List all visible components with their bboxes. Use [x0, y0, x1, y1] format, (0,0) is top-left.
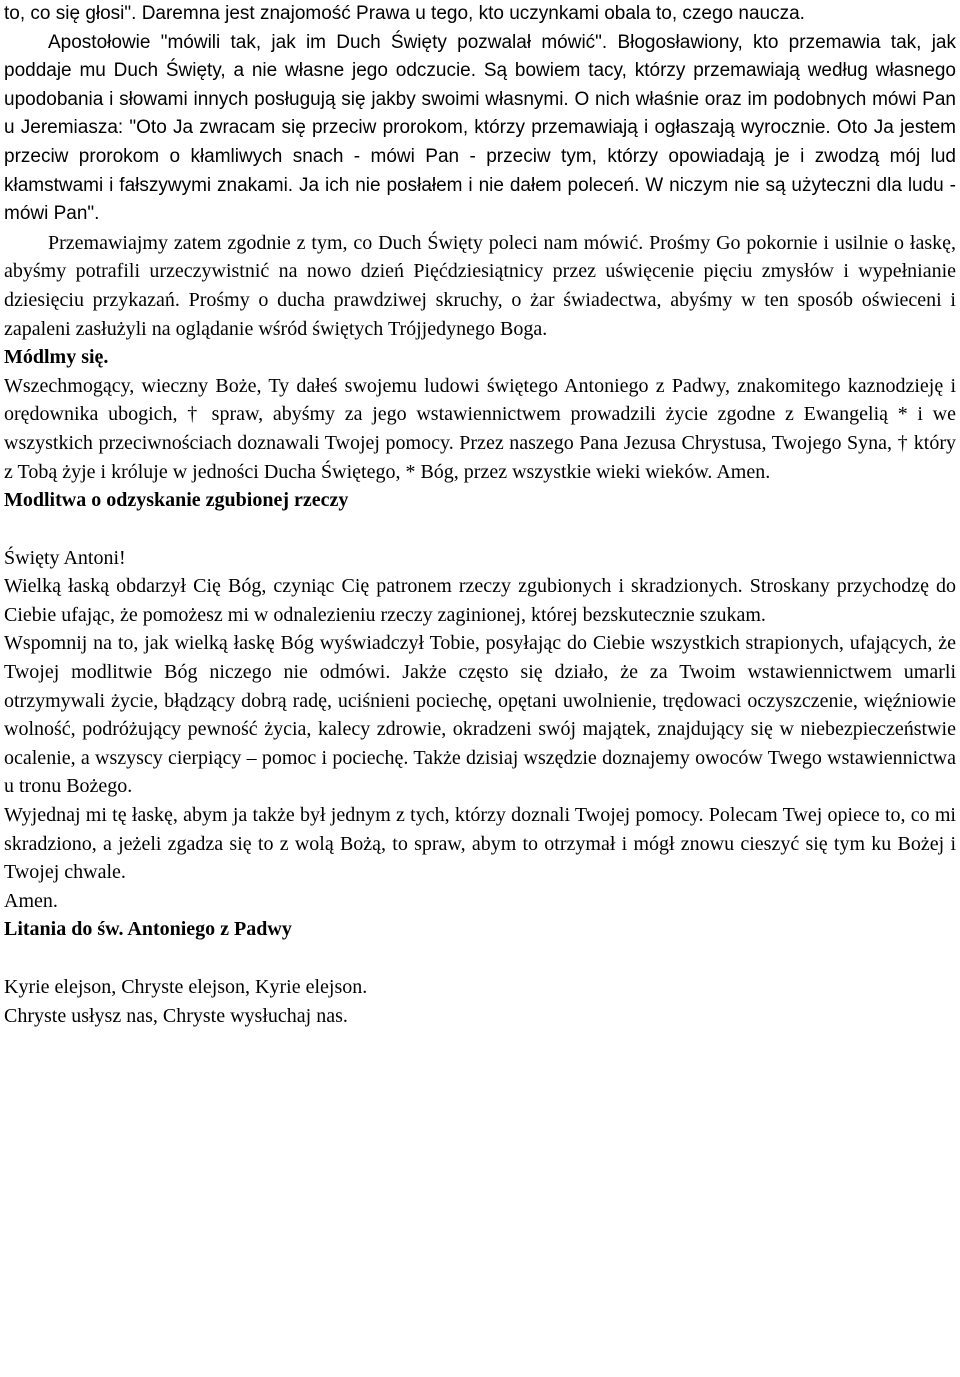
paragraph-apostles-part-a: Apostołowie "mówili tak, jak im Duch Święty pozwalał mówić". Błogosławiony, kto przemawia tak, jak poddaje mu Duch Święty, a nie własne jego odczucie. Są bowiem tacy, którzy przemawiają według własnego upodobania i słowami innych posługują się jakby swoimi własnymi. O nich właśnie oraz im podobnych mówi Pan u Jeremiasza: "Oto Ja zwracam się przeciw prorokom, którzy przemawiają i ogłaszają wyrocznie. [4, 31, 956, 139]
prayer-heading: Módlmy się. [4, 346, 109, 369]
lost-item-paragraph-2: Wspomnij na to, jak wielką łaskę Bóg wyświadczył Tobie, posyłając do Ciebie wszystkich strapionych, ufających, że Twojej modlitwie Bóg niczego nie odmówi. Jakże często się działo, że za Twoim wstawiennictwem umarli otrzymywali życie, błądzący dobrą radę, uciśnieni pociechę, opętani uwolnienie, trędowaci oczyszczenie, więźniowie wolność, podróżujący pewność życia, kalecy zdrowie, okradzeni swój majątek, znajdujący się w niebezpieczeństwie ocalenie, a wszyscy cierpiący – pomoc i pociechę. Także dzisiaj wszędzie doznajemy owoców Twego wstawiennictwa u tronu Bożego. [4, 632, 956, 798]
lost-item-prayer-title: Modlitwa o odzyskanie zgubionej rzeczy [4, 489, 349, 512]
prayer-text: Wszechmogący, wieczny Boże, Ty dałeś swojemu ludowi świętego Antoniego z Padwy, znakomitego kaznodzieję i orędownika ubogich, † spraw, abyśmy za jego wstawiennictwem prowadzili życie zgodne z Ewangelią * i we wszystkich przeciwnościach doznawali Twojej pomocy. Przez naszego Pana Jezusa Chrystusa, Twojego Syna, † który z Tobą żyje i króluje w jedności Ducha Świętego, * Bóg, przez wszystkie wieki wieków. Amen. [4, 374, 956, 483]
paragraph-speak-together: Przemawiajmy zatem zgodnie z tym, co Duch Święty poleci nam mówić. Prośmy Go pokornie i usilnie o łaskę, abyśmy potrafili urzeczywistnić na nowo dzień Pięćdziesiątnicy przez uświęcenie pięciu zmysłów i wypełnianie dziesięciu przykazań. Prośmy o ducha prawdziwej skruchy, o żar świadectwa, abyśmy w ten sposób oświeceni i zapaleni zasłużyli na oglądanie wśród świętych Trójjedynego Boga. [4, 231, 956, 340]
lost-item-paragraph-3: Wyjednaj mi tę łaskę, abym ja także był jednym z tych, którzy doznali Twojej pomocy. Polecam Twej opiece to, co mi skradziono, a jeżeli zgadza się to z wolą Bożą, to spraw, abym to otrzymał i mógł znowu cieszyć się tym ku Bożej i Twojej chwale. [4, 804, 956, 884]
lost-item-prayer [4, 544, 956, 916]
litany [4, 973, 956, 1030]
litany-title: Litania do św. Antoniego z Padwy [4, 918, 292, 941]
document-page [4, 0, 956, 1030]
paragraph-law: to, co się głosi". Daremna jest znajomość Prawa u tego, kto uczynkami obala to, czego naucza. [4, 3, 805, 24]
salutation: Święty Antoni! [4, 546, 126, 569]
litany-line: Chryste usłysz nas, Chryste wysłuchaj nas. [4, 1004, 348, 1027]
paragraph-apostles [4, 29, 956, 229]
litany-line: Kyrie elejson, Chryste elejson, Kyrie elejson. [4, 976, 368, 998]
paragraph-apostles-part-b: Oto Ja jestem przeciw prorokom o kłamliwych snach - mówi Pan - przeciw tym, którzy opowiadają je i zwodzą mój lud kłamstwami i fałszywymi znakami. Ja ich nie posłałem i nie dałem poleceń. W niczym nie są użyteczni dla ludu - mówi Pan". [4, 117, 956, 225]
lost-item-paragraph-1: Wielką łaską obdarzył Cię Bóg, czyniąc Cię patronem rzeczy zgubionych i skradzionych. Stroskany przychodzę do Ciebie ufając, że pomożesz mi w odnalezieniu rzeczy zaginionej, której bezskutecznie szukam. [4, 575, 956, 626]
lost-item-amen: Amen. [4, 889, 58, 912]
